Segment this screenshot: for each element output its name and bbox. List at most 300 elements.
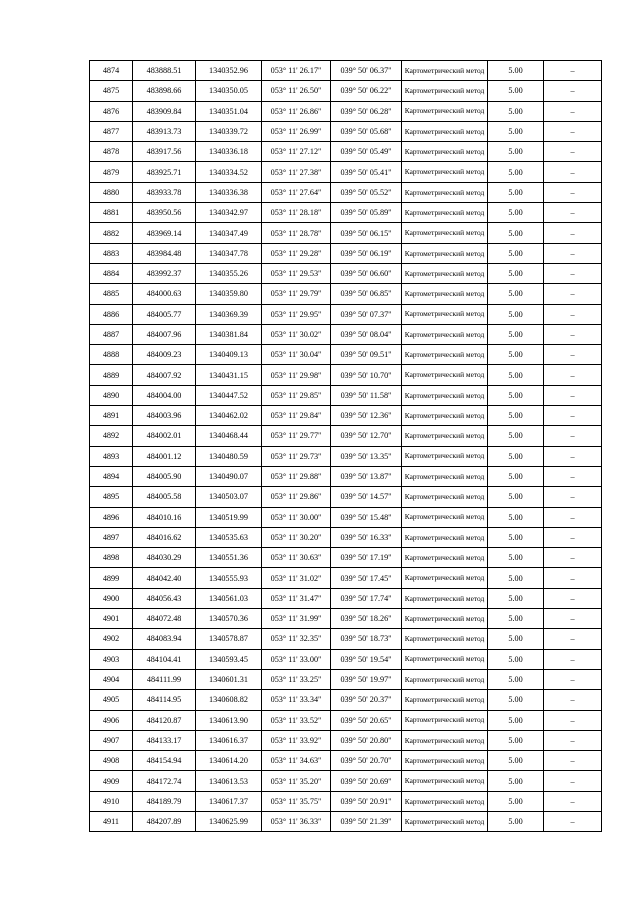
description-cell: – [544, 466, 602, 486]
accuracy-cell: 5.00 [488, 487, 544, 507]
accuracy-cell: 5.00 [488, 324, 544, 344]
table-row [90, 446, 602, 466]
longitude-cell: 039° 50' 05.49" [331, 142, 402, 162]
table-row [90, 609, 602, 629]
point-number-cell: 4899 [90, 568, 133, 588]
x-coordinate-cell: 484005.90 [133, 466, 196, 486]
point-number-cell: 4882 [90, 223, 133, 243]
accuracy-cell: 5.00 [488, 81, 544, 101]
y-coordinate-cell: 1340617.37 [196, 791, 262, 811]
method-cell: Картометрический метод [402, 548, 488, 568]
longitude-cell: 039° 50' 05.52" [331, 182, 402, 202]
point-number-cell: 4881 [90, 203, 133, 223]
description-cell: – [544, 203, 602, 223]
table-row [90, 345, 602, 365]
y-coordinate-cell: 1340369.39 [196, 304, 262, 324]
y-coordinate-cell: 1340462.02 [196, 406, 262, 426]
latitude-cell: 053° 11' 30.00" [262, 507, 331, 527]
point-number-cell: 4876 [90, 101, 133, 121]
y-coordinate-cell: 1340616.37 [196, 730, 262, 750]
y-coordinate-cell: 1340431.15 [196, 365, 262, 385]
accuracy-cell: 5.00 [488, 791, 544, 811]
method-cell: Картометрический метод [402, 669, 488, 689]
table-row [90, 223, 602, 243]
point-number-cell: 4892 [90, 426, 133, 446]
longitude-cell: 039° 50' 17.74" [331, 588, 402, 608]
point-number-cell: 4884 [90, 263, 133, 283]
x-coordinate-cell: 484000.63 [133, 284, 196, 304]
description-cell: – [544, 588, 602, 608]
table-row [90, 426, 602, 446]
latitude-cell: 053° 11' 29.98" [262, 365, 331, 385]
x-coordinate-cell: 484005.58 [133, 487, 196, 507]
longitude-cell: 039° 50' 06.19" [331, 243, 402, 263]
longitude-cell: 039° 50' 05.41" [331, 162, 402, 182]
description-cell: – [544, 142, 602, 162]
method-cell: Картометрический метод [402, 203, 488, 223]
description-cell: – [544, 649, 602, 669]
description-cell: – [544, 791, 602, 811]
point-number-cell: 4874 [90, 61, 133, 81]
method-cell: Картометрический метод [402, 507, 488, 527]
y-coordinate-cell: 1340535.63 [196, 527, 262, 547]
y-coordinate-cell: 1340336.18 [196, 142, 262, 162]
method-cell: Картометрический метод [402, 426, 488, 446]
accuracy-cell: 5.00 [488, 263, 544, 283]
longitude-cell: 039° 50' 10.70" [331, 365, 402, 385]
method-cell: Картометрический метод [402, 527, 488, 547]
method-cell: Картометрический метод [402, 609, 488, 629]
accuracy-cell: 5.00 [488, 243, 544, 263]
accuracy-cell: 5.00 [488, 142, 544, 162]
latitude-cell: 053° 11' 29.86" [262, 487, 331, 507]
table-row [90, 568, 602, 588]
method-cell: Картометрический метод [402, 304, 488, 324]
description-cell: – [544, 568, 602, 588]
table-row [90, 243, 602, 263]
description-cell: – [544, 304, 602, 324]
table-row [90, 588, 602, 608]
latitude-cell: 053° 11' 31.99" [262, 609, 331, 629]
longitude-cell: 039° 50' 17.19" [331, 548, 402, 568]
latitude-cell: 053° 11' 26.99" [262, 121, 331, 141]
latitude-cell: 053° 11' 29.84" [262, 406, 331, 426]
method-cell: Картометрический метод [402, 162, 488, 182]
longitude-cell: 039° 50' 13.87" [331, 466, 402, 486]
description-cell: – [544, 345, 602, 365]
table-row [90, 548, 602, 568]
latitude-cell: 053° 11' 29.85" [262, 385, 331, 405]
method-cell: Картометрический метод [402, 487, 488, 507]
coordinates-table-body [90, 61, 602, 832]
x-coordinate-cell: 483969.14 [133, 223, 196, 243]
latitude-cell: 053° 11' 30.63" [262, 548, 331, 568]
x-coordinate-cell: 483888.51 [133, 61, 196, 81]
table-row [90, 629, 602, 649]
table-row [90, 101, 602, 121]
point-number-cell: 4878 [90, 142, 133, 162]
y-coordinate-cell: 1340490.07 [196, 466, 262, 486]
point-number-cell: 4891 [90, 406, 133, 426]
point-number-cell: 4894 [90, 466, 133, 486]
y-coordinate-cell: 1340551.36 [196, 548, 262, 568]
table-row [90, 284, 602, 304]
description-cell: – [544, 406, 602, 426]
x-coordinate-cell: 483909.84 [133, 101, 196, 121]
point-number-cell: 4910 [90, 791, 133, 811]
description-cell: – [544, 101, 602, 121]
accuracy-cell: 5.00 [488, 223, 544, 243]
y-coordinate-cell: 1340409.13 [196, 345, 262, 365]
description-cell: – [544, 385, 602, 405]
table-row [90, 406, 602, 426]
point-number-cell: 4908 [90, 751, 133, 771]
x-coordinate-cell: 484030.29 [133, 548, 196, 568]
table-row [90, 730, 602, 750]
table-row [90, 466, 602, 486]
x-coordinate-cell: 484004.00 [133, 385, 196, 405]
point-number-cell: 4897 [90, 527, 133, 547]
accuracy-cell: 5.00 [488, 182, 544, 202]
description-cell: – [544, 690, 602, 710]
longitude-cell: 039° 50' 13.35" [331, 446, 402, 466]
accuracy-cell: 5.00 [488, 527, 544, 547]
x-coordinate-cell: 484189.79 [133, 791, 196, 811]
accuracy-cell: 5.00 [488, 365, 544, 385]
x-coordinate-cell: 484083.94 [133, 629, 196, 649]
y-coordinate-cell: 1340578.87 [196, 629, 262, 649]
y-coordinate-cell: 1340339.72 [196, 121, 262, 141]
y-coordinate-cell: 1340625.99 [196, 811, 262, 831]
method-cell: Картометрический метод [402, 629, 488, 649]
point-number-cell: 4901 [90, 609, 133, 629]
latitude-cell: 053° 11' 30.02" [262, 324, 331, 344]
description-cell: – [544, 811, 602, 831]
description-cell: – [544, 609, 602, 629]
accuracy-cell: 5.00 [488, 406, 544, 426]
x-coordinate-cell: 484016.62 [133, 527, 196, 547]
point-number-cell: 4888 [90, 345, 133, 365]
y-coordinate-cell: 1340608.82 [196, 690, 262, 710]
latitude-cell: 053° 11' 29.73" [262, 446, 331, 466]
description-cell: – [544, 751, 602, 771]
method-cell: Картометрический метод [402, 649, 488, 669]
table-row [90, 182, 602, 202]
longitude-cell: 039° 50' 06.37" [331, 61, 402, 81]
longitude-cell: 039° 50' 06.85" [331, 284, 402, 304]
y-coordinate-cell: 1340355.26 [196, 263, 262, 283]
y-coordinate-cell: 1340601.31 [196, 669, 262, 689]
method-cell: Картометрический метод [402, 61, 488, 81]
longitude-cell: 039° 50' 20.70" [331, 751, 402, 771]
method-cell: Картометрический метод [402, 710, 488, 730]
longitude-cell: 039° 50' 19.97" [331, 669, 402, 689]
point-number-cell: 4903 [90, 649, 133, 669]
longitude-cell: 039° 50' 20.80" [331, 730, 402, 750]
longitude-cell: 039° 50' 15.48" [331, 507, 402, 527]
point-number-cell: 4886 [90, 304, 133, 324]
description-cell: – [544, 162, 602, 182]
table-row [90, 203, 602, 223]
latitude-cell: 053° 11' 33.34" [262, 690, 331, 710]
accuracy-cell: 5.00 [488, 710, 544, 730]
longitude-cell: 039° 50' 19.54" [331, 649, 402, 669]
point-number-cell: 4887 [90, 324, 133, 344]
x-coordinate-cell: 484010.16 [133, 507, 196, 527]
method-cell: Картометрический метод [402, 568, 488, 588]
table-row [90, 811, 602, 831]
latitude-cell: 053° 11' 28.78" [262, 223, 331, 243]
x-coordinate-cell: 484002.01 [133, 426, 196, 446]
latitude-cell: 053° 11' 28.18" [262, 203, 331, 223]
x-coordinate-cell: 484072.48 [133, 609, 196, 629]
x-coordinate-cell: 484007.96 [133, 324, 196, 344]
latitude-cell: 053° 11' 36.33" [262, 811, 331, 831]
description-cell: – [544, 426, 602, 446]
table-row [90, 507, 602, 527]
point-number-cell: 4890 [90, 385, 133, 405]
accuracy-cell: 5.00 [488, 649, 544, 669]
table-row [90, 142, 602, 162]
latitude-cell: 053° 11' 29.95" [262, 304, 331, 324]
accuracy-cell: 5.00 [488, 203, 544, 223]
method-cell: Картометрический метод [402, 182, 488, 202]
x-coordinate-cell: 483898.66 [133, 81, 196, 101]
y-coordinate-cell: 1340350.05 [196, 81, 262, 101]
accuracy-cell: 5.00 [488, 304, 544, 324]
method-cell: Картометрический метод [402, 690, 488, 710]
description-cell: – [544, 771, 602, 791]
latitude-cell: 053° 11' 29.28" [262, 243, 331, 263]
table-row [90, 324, 602, 344]
point-number-cell: 4905 [90, 690, 133, 710]
latitude-cell: 053° 11' 29.77" [262, 426, 331, 446]
y-coordinate-cell: 1340593.45 [196, 649, 262, 669]
method-cell: Картометрический метод [402, 365, 488, 385]
longitude-cell: 039° 50' 07.37" [331, 304, 402, 324]
method-cell: Картометрический метод [402, 345, 488, 365]
accuracy-cell: 5.00 [488, 548, 544, 568]
x-coordinate-cell: 484133.17 [133, 730, 196, 750]
point-number-cell: 4880 [90, 182, 133, 202]
accuracy-cell: 5.00 [488, 446, 544, 466]
point-number-cell: 4911 [90, 811, 133, 831]
description-cell: – [544, 182, 602, 202]
x-coordinate-cell: 484003.96 [133, 406, 196, 426]
point-number-cell: 4904 [90, 669, 133, 689]
method-cell: Картометрический метод [402, 142, 488, 162]
x-coordinate-cell: 483984.48 [133, 243, 196, 263]
latitude-cell: 053° 11' 34.63" [262, 751, 331, 771]
latitude-cell: 053° 11' 29.88" [262, 466, 331, 486]
description-cell: – [544, 527, 602, 547]
latitude-cell: 053° 11' 26.50" [262, 81, 331, 101]
longitude-cell: 039° 50' 20.91" [331, 791, 402, 811]
latitude-cell: 053° 11' 32.35" [262, 629, 331, 649]
description-cell: – [544, 548, 602, 568]
table-row [90, 690, 602, 710]
y-coordinate-cell: 1340570.36 [196, 609, 262, 629]
point-number-cell: 4909 [90, 771, 133, 791]
point-number-cell: 4883 [90, 243, 133, 263]
latitude-cell: 053° 11' 30.20" [262, 527, 331, 547]
x-coordinate-cell: 484114.95 [133, 690, 196, 710]
description-cell: – [544, 365, 602, 385]
accuracy-cell: 5.00 [488, 426, 544, 446]
description-cell: – [544, 121, 602, 141]
y-coordinate-cell: 1340447.52 [196, 385, 262, 405]
latitude-cell: 053° 11' 35.75" [262, 791, 331, 811]
accuracy-cell: 5.00 [488, 466, 544, 486]
method-cell: Картометрический метод [402, 385, 488, 405]
method-cell: Картометрический метод [402, 730, 488, 750]
description-cell: – [544, 243, 602, 263]
latitude-cell: 053° 11' 35.20" [262, 771, 331, 791]
table-row [90, 751, 602, 771]
table-row [90, 365, 602, 385]
y-coordinate-cell: 1340614.20 [196, 751, 262, 771]
description-cell: – [544, 710, 602, 730]
point-number-cell: 4895 [90, 487, 133, 507]
point-number-cell: 4877 [90, 121, 133, 141]
point-number-cell: 4907 [90, 730, 133, 750]
longitude-cell: 039° 50' 21.39" [331, 811, 402, 831]
x-coordinate-cell: 484120.87 [133, 710, 196, 730]
method-cell: Картометрический метод [402, 121, 488, 141]
x-coordinate-cell: 484111.99 [133, 669, 196, 689]
method-cell: Картометрический метод [402, 243, 488, 263]
accuracy-cell: 5.00 [488, 284, 544, 304]
y-coordinate-cell: 1340351.04 [196, 101, 262, 121]
description-cell: – [544, 487, 602, 507]
accuracy-cell: 5.00 [488, 629, 544, 649]
coordinates-table [89, 60, 602, 832]
y-coordinate-cell: 1340503.07 [196, 487, 262, 507]
x-coordinate-cell: 484154.94 [133, 751, 196, 771]
latitude-cell: 053° 11' 33.92" [262, 730, 331, 750]
description-cell: – [544, 284, 602, 304]
longitude-cell: 039° 50' 18.73" [331, 629, 402, 649]
x-coordinate-cell: 484172.74 [133, 771, 196, 791]
accuracy-cell: 5.00 [488, 162, 544, 182]
latitude-cell: 053° 11' 31.02" [262, 568, 331, 588]
method-cell: Картометрический метод [402, 101, 488, 121]
method-cell: Картометрический метод [402, 466, 488, 486]
longitude-cell: 039° 50' 17.45" [331, 568, 402, 588]
y-coordinate-cell: 1340381.84 [196, 324, 262, 344]
table-row [90, 121, 602, 141]
longitude-cell: 039° 50' 09.51" [331, 345, 402, 365]
latitude-cell: 053° 11' 29.53" [262, 263, 331, 283]
description-cell: – [544, 629, 602, 649]
point-number-cell: 4879 [90, 162, 133, 182]
longitude-cell: 039° 50' 20.37" [331, 690, 402, 710]
longitude-cell: 039° 50' 08.04" [331, 324, 402, 344]
y-coordinate-cell: 1340613.90 [196, 710, 262, 730]
latitude-cell: 053° 11' 27.38" [262, 162, 331, 182]
accuracy-cell: 5.00 [488, 385, 544, 405]
method-cell: Картометрический метод [402, 588, 488, 608]
accuracy-cell: 5.00 [488, 811, 544, 831]
latitude-cell: 053° 11' 33.52" [262, 710, 331, 730]
table-row [90, 304, 602, 324]
latitude-cell: 053° 11' 29.79" [262, 284, 331, 304]
description-cell: – [544, 61, 602, 81]
table-row [90, 487, 602, 507]
x-coordinate-cell: 484042.40 [133, 568, 196, 588]
accuracy-cell: 5.00 [488, 101, 544, 121]
method-cell: Картометрический метод [402, 324, 488, 344]
accuracy-cell: 5.00 [488, 730, 544, 750]
x-coordinate-cell: 483950.56 [133, 203, 196, 223]
x-coordinate-cell: 483992.37 [133, 263, 196, 283]
point-number-cell: 4889 [90, 365, 133, 385]
accuracy-cell: 5.00 [488, 61, 544, 81]
method-cell: Картометрический метод [402, 811, 488, 831]
latitude-cell: 053° 11' 33.25" [262, 669, 331, 689]
accuracy-cell: 5.00 [488, 690, 544, 710]
y-coordinate-cell: 1340561.03 [196, 588, 262, 608]
method-cell: Картометрический метод [402, 446, 488, 466]
longitude-cell: 039° 50' 20.65" [331, 710, 402, 730]
longitude-cell: 039° 50' 06.22" [331, 81, 402, 101]
accuracy-cell: 5.00 [488, 588, 544, 608]
longitude-cell: 039° 50' 14.57" [331, 487, 402, 507]
latitude-cell: 053° 11' 26.86" [262, 101, 331, 121]
latitude-cell: 053° 11' 27.64" [262, 182, 331, 202]
method-cell: Картометрический метод [402, 771, 488, 791]
table-row [90, 710, 602, 730]
y-coordinate-cell: 1340347.49 [196, 223, 262, 243]
x-coordinate-cell: 484207.89 [133, 811, 196, 831]
point-number-cell: 4893 [90, 446, 133, 466]
description-cell: – [544, 81, 602, 101]
accuracy-cell: 5.00 [488, 751, 544, 771]
x-coordinate-cell: 484056.43 [133, 588, 196, 608]
y-coordinate-cell: 1340347.78 [196, 243, 262, 263]
method-cell: Картометрический метод [402, 263, 488, 283]
accuracy-cell: 5.00 [488, 345, 544, 365]
accuracy-cell: 5.00 [488, 771, 544, 791]
point-number-cell: 4875 [90, 81, 133, 101]
table-row [90, 771, 602, 791]
table-row [90, 61, 602, 81]
table-row [90, 669, 602, 689]
accuracy-cell: 5.00 [488, 609, 544, 629]
latitude-cell: 053° 11' 30.04" [262, 345, 331, 365]
y-coordinate-cell: 1340359.80 [196, 284, 262, 304]
table-row [90, 162, 602, 182]
x-coordinate-cell: 484001.12 [133, 446, 196, 466]
table-row [90, 527, 602, 547]
x-coordinate-cell: 483913.73 [133, 121, 196, 141]
longitude-cell: 039° 50' 20.69" [331, 771, 402, 791]
x-coordinate-cell: 483933.78 [133, 182, 196, 202]
x-coordinate-cell: 484009.23 [133, 345, 196, 365]
latitude-cell: 053° 11' 27.12" [262, 142, 331, 162]
x-coordinate-cell: 484005.77 [133, 304, 196, 324]
method-cell: Картометрический метод [402, 81, 488, 101]
method-cell: Картометрический метод [402, 284, 488, 304]
description-cell: – [544, 669, 602, 689]
description-cell: – [544, 730, 602, 750]
method-cell: Картометрический метод [402, 751, 488, 771]
point-number-cell: 4898 [90, 548, 133, 568]
longitude-cell: 039° 50' 06.60" [331, 263, 402, 283]
description-cell: – [544, 446, 602, 466]
x-coordinate-cell: 483917.56 [133, 142, 196, 162]
table-row [90, 385, 602, 405]
